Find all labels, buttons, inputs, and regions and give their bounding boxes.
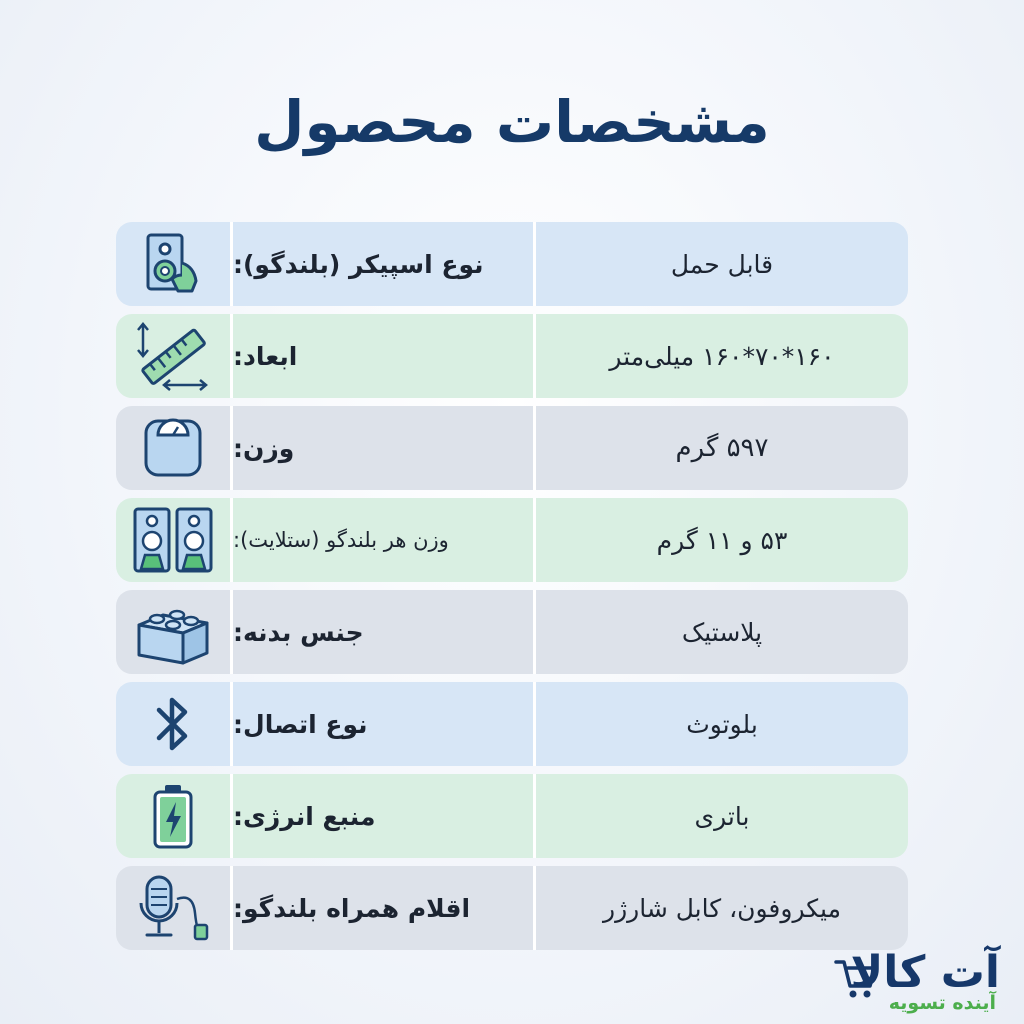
spec-value: ۵۹۷ گرم	[675, 433, 769, 463]
page-title: مشخصات محصول	[254, 88, 770, 156]
spec-label: نوع اسپیکر (بلندگو):	[230, 222, 536, 306]
battery-icon	[116, 774, 230, 858]
scale-icon	[116, 406, 230, 490]
spec-value: پلاستیک	[681, 617, 763, 647]
bluetooth-icon	[116, 682, 230, 766]
speaker-hand-icon	[116, 222, 230, 306]
spec-row-weight	[116, 406, 908, 490]
spec-row-power-source	[116, 774, 908, 858]
spec-label: نوع اتصال:	[230, 682, 536, 766]
spec-value: بلوتوث	[686, 709, 758, 739]
brand-name: آت کالا	[850, 947, 1000, 998]
spec-value: ۱۶۰*۷۰*۱۶۰ میلی‌متر	[609, 341, 835, 371]
spec-value: قابل حمل	[670, 249, 774, 279]
spec-value: میکروفون، کابل شارژر	[603, 893, 841, 923]
spec-label: وزن:	[230, 406, 536, 490]
spec-value: ۵۳ و ۱۱ گرم	[656, 525, 788, 555]
spec-row-satellite-weight	[116, 498, 908, 582]
spec-label: جنس بدنه:	[230, 590, 536, 674]
spec-value: باتری	[694, 801, 750, 831]
plastic-block-icon	[116, 590, 230, 674]
brand-tagline: آینده تسویه	[888, 992, 996, 1014]
spec-row-body-material	[116, 590, 908, 674]
speaker-weights-icon	[116, 498, 230, 582]
spec-row-included-items	[116, 866, 908, 950]
brand-logo	[834, 948, 1000, 1020]
spec-label: منبع انرژی:	[230, 774, 536, 858]
spec-row-speaker-type	[116, 222, 908, 306]
spec-label: اقلام همراه بلندگو:	[230, 866, 536, 950]
microphone-icon	[116, 866, 230, 950]
ruler-icon	[116, 314, 230, 398]
spec-row-connection-type	[116, 682, 908, 766]
spec-row-dimensions	[116, 314, 908, 398]
spec-label: ابعاد:	[230, 314, 536, 398]
spec-label: وزن هر بلندگو (ستلایت):	[230, 498, 536, 582]
